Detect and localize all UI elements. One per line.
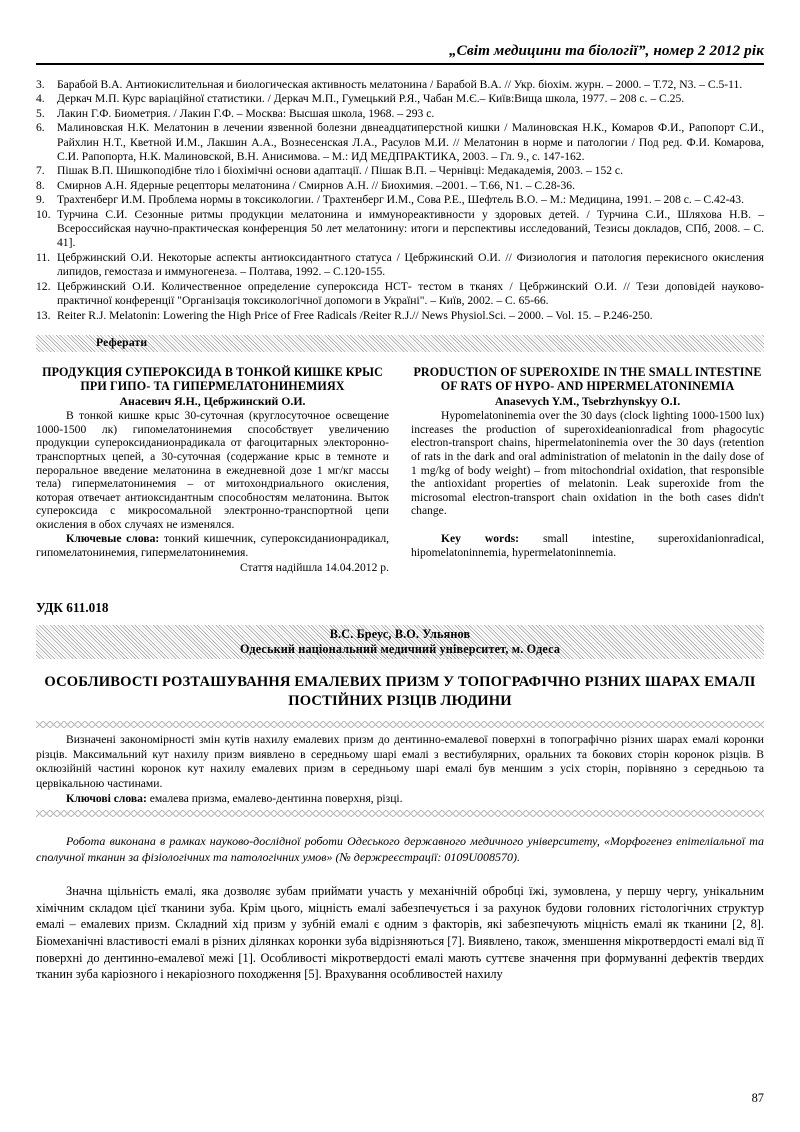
- reference-item: [36, 107, 764, 121]
- abstract-title-ru: ПРОДУКЦИЯ СУПЕРОКСИДА В ТОНКОЙ КИШКЕ КРЫС ПРИ ГИПО- ТА ГИПЕРМЕЛАТОНИНЕМИЯХ: [42, 364, 383, 394]
- article-authors: В.С. Бреус, В.О. Ульянов: [329, 627, 471, 642]
- page-content: [36, 42, 764, 983]
- reference-item: [36, 251, 764, 280]
- abstract-title-en: PRODUCTION OF SUPEROXIDE IN THE SMALL INTESTINE OF RATS OF HYPO- AND HIPERMELATONINEMIA: [413, 364, 762, 394]
- reference-number: 11.: [36, 250, 51, 264]
- article-abstract-text: Визначені закономірності змін кутів нахилу емалевих призм до дентинно-емалевої поверхні в топографічно різних шарах емалі коронки різців. Максимальний кут нахилу призм виявлено в середньому шарі емалі з вестибулярних, оральних та бокових сторін коронок різців. В оклюзійній частині коронок кут нахилу емалевих призм в середньому шарі емалі був меншим з усіх сторін, порівняно з середньою та цервікальною частинами.: [36, 733, 764, 791]
- reference-number: 13.: [36, 308, 51, 322]
- reference-item: [36, 179, 764, 193]
- reference-text: Цебржинский О.И. Количественное определение супероксида НСТ- тестом в тканях / Цебржинский О.И. // Тези доповідей науково-практичної конференції "Організація токсикологічної допомоги в Україні". – Київ, 2002. – С. 65-66.: [57, 279, 764, 308]
- abstract-keywords-label-ru: Ключевые слова:: [66, 532, 160, 546]
- reference-number: 4.: [36, 92, 45, 106]
- article-keywords: [36, 792, 764, 807]
- reference-item: [36, 164, 764, 178]
- article-abstract: [36, 733, 764, 806]
- reference-item: [36, 208, 764, 251]
- article-authors-band: [36, 625, 764, 659]
- abstract-keywords-ru: [36, 532, 389, 559]
- funding-note: Робота виконана в рамках науково-дослідної роботи Одеського державного медичного університету, «Морфогенез епітеліальної та сполучної тканин за фізіологічних та патологічних умов» (№ держреєстрації: 0109U008570).: [36, 834, 764, 865]
- reference-text: Турчина С.И. Сезонные ритмы продукции мелатонина и иммунореактивности у здоровых детей. / Турчина С.И., Шляхова Н.В. –Всероссийская научно-практическая конференция 50 лет мелатонину: итоги и перспективы исследований, Тезисы докладов, СПб, 2008. – С. 41].: [57, 207, 764, 250]
- reference-number: 6.: [36, 121, 45, 135]
- article-body: [36, 883, 764, 983]
- reference-item: [36, 92, 764, 106]
- wavy-divider-top: [36, 721, 764, 728]
- reference-number: 12.: [36, 279, 51, 293]
- article-keywords-label: Ключові слова:: [66, 791, 147, 805]
- page-number: 87: [751, 1091, 764, 1105]
- abstract-russian: [36, 365, 389, 574]
- abstracts-section-band: [36, 335, 764, 352]
- reference-text: Деркач М.П. Курс варіаційної статистики. / Деркач М.П., Гумецький Р.Я., Чабан М.Є.– Київ:Вища школа, 1977. – 208 с. – С.25.: [57, 92, 685, 106]
- abstract-keywords-text-en: small intestine, superoxidanionradical, hipomelatoninnemia, hypermelatoninnemia.: [411, 532, 764, 560]
- reference-item: [36, 309, 764, 323]
- reference-list: [36, 78, 764, 323]
- wavy-divider-bottom: [36, 810, 764, 817]
- abstract-body-ru: В тонкой кишке крыс 30-суточная (круглосуточное освещение 1000-1500 лк) гипомелатонинемия способствует увеличению продукции супероксиданионрадикала от фагоцитарных электоронно-транспортных цепей, а 30-суточная (содержание крыс в темноте и пероральное введение мелатонина в ежедневной дозе 1 мг/кг массы тела) гипермелатонинемия – от митохондриального окисления, которая отвечает антиоксидантным способностям мелатонина. Выток супероксида с микросомальной электронно-транспортной цепи окисления в обох случаях не изменялся.: [36, 409, 389, 531]
- article-keywords-text: емалева призма, емалево-дентинна поверхня, різці.: [149, 791, 403, 805]
- reference-text: Лакин Г.Ф. Биометрия. / Лакин Г.Ф. – Москва: Высшая школа, 1968. – 293 с.: [57, 106, 435, 120]
- abstract-received-date: Стаття надійшла 14.04.2012 р.: [239, 560, 389, 574]
- reference-number: 8.: [36, 178, 45, 192]
- reference-number: 5.: [36, 106, 45, 120]
- reference-text: Смирнов А.Н. Ядерные рецепторы мелатонина / Смирнов А.Н. // Биохимия. –2001. – Т.66, N1. – С.28-36.: [57, 178, 575, 192]
- abstract-spacer: [411, 518, 764, 532]
- reference-item: [36, 121, 764, 164]
- reference-number: 9.: [36, 193, 45, 207]
- reference-number: 10.: [36, 207, 51, 221]
- reference-number: 7.: [36, 164, 45, 178]
- reference-text: Трахтенберг И.М. Проблема нормы в токсикологии. / Трахтенберг И.М., Сова Р.Е., Шефтель В.О. – М.: Медицина, 1991. – 208 с. – С.42-43.: [57, 193, 745, 207]
- reference-item: [36, 280, 764, 309]
- abstract-authors-ru: Анасевич Я.Н., Цебржинский О.И.: [119, 393, 306, 408]
- reference-text: Барабой В.А. Антиокислительная и биологическая активность мелатонина / Барабой В.А. // Укр. біохім. журн. – 2000. – Т.72, N3. – С.5-11.: [57, 78, 743, 91]
- abstract-body-en: Hypomelatoninemia over the 30 days (clock lighting 1000-1500 lux) increases the production of superoxideanionradical from phagocytic electron-transport chains, hipermelatoninemia over the 30 days (retention of rats in the dark and oral administration of melatonin in the daily dose of 1 mg/kg of body weight) – from mitochondrial oxidation, that responsible the antioxidant properties of melatonin. Leak superoxide from the microsomal electron-transport chain oxidation in the both cases didn't change.: [411, 409, 764, 518]
- reference-text: Reiter R.J. Melatonin: Lowering the High Price of Free Radicals /Reiter R.J.// News Physiol.Sci. – 2000. – Vol. 15. – P.246-250.: [57, 308, 653, 322]
- reference-item: [36, 193, 764, 207]
- abstract-keywords-label-en: Key words:: [441, 532, 520, 546]
- abstract-authors-en: Anasevych Y.M., Tsebrzhynskyy O.I.: [494, 393, 681, 408]
- udc-code: УДК 611.018: [36, 600, 109, 616]
- article-body-paragraph: Значна щільність емалі, яка дозволяє зубам приймати участь у механічній обробці їжі, зумовлена, у першу чергу, унікальним хімічним складом цієї тканини зуба. Крім цього, міцність емалі забезпечується і за рахунок будови головних гістологічних структур емалі – емалевих призм. Складний хід призм у зубній емалі є одним з факторів, які забезпечують міцність емалі як тканини [2, 8]. Біомеханічні властивості емалі в різних ділянках коронки зуба відрізняються [7]. Виявлено, також, зменшення мікротвердості емалі від її поверхні до дентинно-емалевої межі [1]. Особливості мікротвердості емалі мають суттєве значення при формуванні дефектів твердих тканин зуба каріозного і некаріозного походження [5]. Врахування особливостей нахилу: [36, 884, 764, 982]
- header-rule: [36, 63, 764, 65]
- reference-text: Пішак В.П. Шишкоподібне тіло і біохімічні основи адаптації. / Пішак В.П. – Чернівці: Медакадемія, 2003. – 152 с.: [57, 164, 623, 178]
- abstract-columns: [36, 365, 764, 574]
- abstract-keywords-text-ru: тонкий кишечник, супероксиданионрадикал, гипомелатонинемия, гипермелатонинемия.: [36, 532, 390, 560]
- abstract-keywords-en: [411, 532, 764, 559]
- reference-text: Малиновская Н.К. Мелатонин в лечении язвенной болезни двнеадцатиперстной кишки / Малиновская Н.К., Комаров Ф.И., Рапопорт С.И., Райхлин Н.Т., Кветной И.М., Лакшин А.А., Вознесенская Л.А., Расулов М.И. // Мелатонин в норме и патологии / Под ред. Ф.И. Комарова, С.И. Рапопорта, Н.К. Малиновской, В.Н. Анисимова. – М.: ИД МЕДПРАКТИКА, 2003. – Гл. 9., с. 147-162.: [57, 121, 764, 164]
- abstract-english: [411, 365, 764, 574]
- reference-item: [36, 78, 764, 92]
- article-title: ОСОБЛИВОСТІ РОЗТАШУВАННЯ ЕМАЛЕВИХ ПРИЗМ У ТОПОГРАФІЧНО РІЗНИХ ШАРАХ ЕМАЛІ ПОСТІЙНИХ РІЗЦІВ ЛЮДИНИ: [44, 674, 756, 710]
- reference-text: Цебржинский О.И. Некоторые аспекты антиоксидантного статуса / Цебржинский О.И. // Физиология и патология перекисного окисления липидов, гемостаза и иммуногенеза. – Полтава, 1992. – С.120-155.: [57, 250, 764, 279]
- running-head: „Світ медицини та біології”, номер 2 2012 рік: [448, 42, 764, 59]
- abstracts-section-label: Реферати: [96, 335, 148, 349]
- article-affiliation: Одеський національний медичний університет, м. Одеса: [239, 641, 561, 656]
- reference-number: 3.: [36, 78, 45, 91]
